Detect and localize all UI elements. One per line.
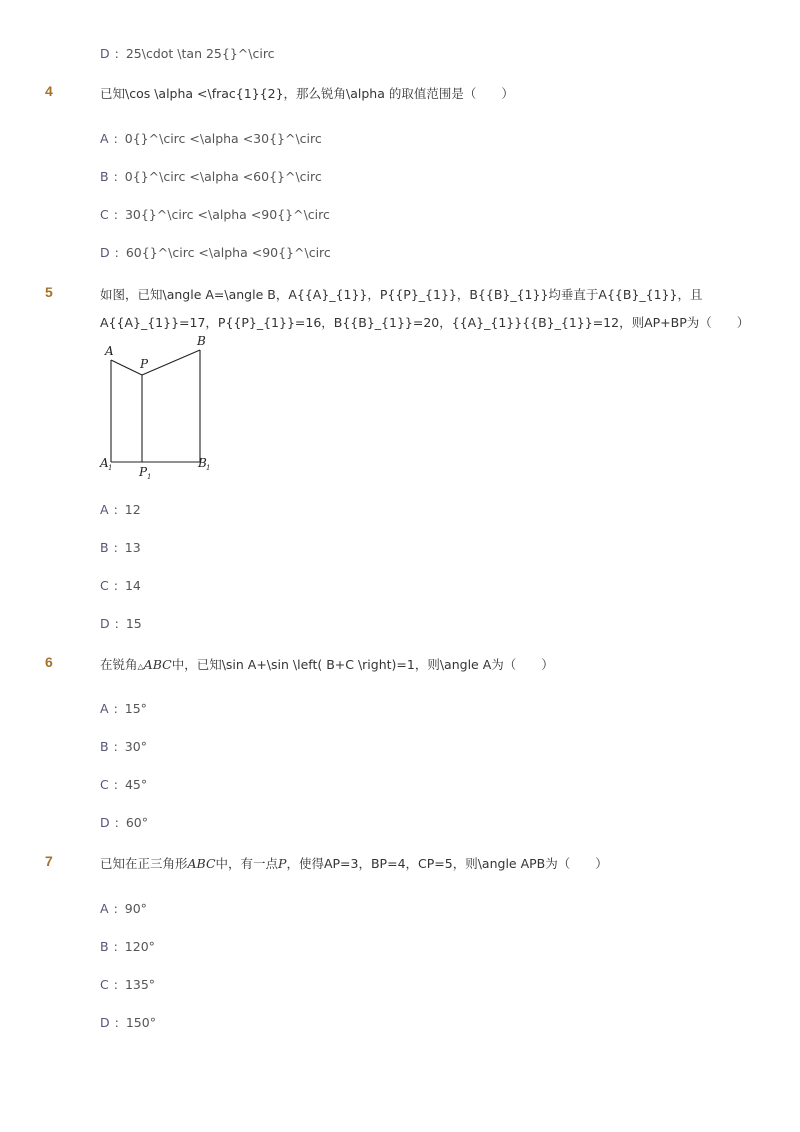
question-text-7-post: ，使得AP=3，BP=4，CP=5，则\angle APB为（ ）	[286, 856, 608, 871]
option-text: 150°	[125, 1015, 156, 1030]
question-text-6	[100, 655, 554, 673]
label-a1: A	[100, 456, 109, 470]
option-q5-c[interactable]	[100, 578, 141, 593]
question-text-6-pre: 在锐角	[100, 657, 138, 672]
option-separator: :	[114, 616, 119, 631]
option-letter: D	[100, 616, 110, 631]
option-separator: :	[113, 578, 118, 593]
option-letter: A	[100, 502, 109, 517]
option-text: 30{}^\circ <\alpha <90{}^\circ	[124, 207, 330, 222]
label-a: A	[105, 344, 114, 358]
option-separator: :	[113, 207, 118, 222]
option-letter: A	[100, 901, 109, 916]
label-p1-sub: 1	[147, 473, 152, 480]
option-q5-b[interactable]	[100, 540, 141, 555]
option-letter: D	[100, 46, 110, 61]
question-text-7-pre: 已知在正三角形	[100, 856, 188, 871]
geometry-figure	[96, 330, 220, 480]
option-letter: B	[100, 739, 109, 754]
question-number-4: 4	[45, 83, 53, 99]
option-q7-c[interactable]	[100, 977, 155, 992]
question-text-7	[100, 854, 608, 872]
label-a1-sub: 1	[108, 464, 113, 472]
option-letter: B	[100, 939, 109, 954]
option-separator: :	[113, 701, 118, 716]
label-b: B	[197, 334, 206, 348]
question-text-4: 已知\cos \alpha <\frac{1}{2}，那么锐角\alpha 的取值范围是（ ）	[100, 86, 514, 101]
option-separator: :	[113, 977, 118, 992]
option-text: 0{}^\circ <\alpha <30{}^\circ	[124, 131, 322, 146]
option-separator: :	[114, 245, 119, 260]
option-text: 135°	[124, 977, 156, 992]
question-number-5: 5	[45, 284, 53, 300]
option-text: 60{}^\circ <\alpha <90{}^\circ	[125, 245, 331, 260]
label-p: P	[140, 357, 149, 371]
option-separator: :	[113, 131, 118, 146]
triangle-symbol: △	[137, 662, 144, 671]
triangle-name: ABC	[143, 657, 172, 672]
option-q7-b[interactable]	[100, 939, 155, 954]
option-letter: D	[100, 815, 110, 830]
option-letter: D	[100, 245, 110, 260]
option-letter: C	[100, 578, 109, 593]
option-text: 30°	[124, 739, 147, 754]
question-number-6: 6	[45, 654, 53, 670]
option-q7-d[interactable]	[100, 1015, 156, 1030]
option-q6-d[interactable]	[100, 815, 148, 830]
option-text: 13	[124, 540, 141, 555]
question-text-5-line2: A{{A}_{1}}=17，P{{P}_{1}}=16，B{{B}_{1}}=20，{{A}_{1}}{{B}_{1}}=12，则AP+BP为（ ）	[100, 315, 750, 330]
segment-p-b	[142, 350, 200, 375]
option-q5-a[interactable]	[100, 502, 141, 517]
option-q4-a[interactable]	[100, 131, 322, 146]
option-text: 0{}^\circ <\alpha <60{}^\circ	[124, 169, 322, 184]
option-q6-c[interactable]	[100, 777, 147, 792]
option-separator: :	[113, 901, 118, 916]
option-text: 60°	[125, 815, 149, 830]
question-text-6-post: 中，已知\sin A+\sin \left( B+C \right)=1，则\angle A为（ ）	[171, 657, 554, 672]
option-text: 15	[125, 616, 142, 631]
option-q3-d[interactable]	[100, 46, 275, 61]
option-text: 12	[124, 502, 141, 517]
option-letter: C	[100, 777, 109, 792]
option-q6-a[interactable]	[100, 701, 147, 716]
segment-a-p	[111, 360, 142, 375]
option-text: 45°	[124, 777, 148, 792]
option-q4-d[interactable]	[100, 245, 331, 260]
option-separator: :	[113, 502, 118, 517]
option-letter: C	[100, 977, 109, 992]
option-separator: :	[113, 169, 118, 184]
option-letter: D	[100, 1015, 110, 1030]
option-text: 120°	[124, 939, 155, 954]
option-separator: :	[113, 939, 118, 954]
label-p1: P	[139, 465, 148, 479]
option-q6-b[interactable]	[100, 739, 147, 754]
option-letter: B	[100, 540, 109, 555]
option-letter: B	[100, 169, 109, 184]
triangle-name: ABC	[187, 856, 216, 871]
option-text: 25\cdot \tan 25{}^\circ	[125, 46, 275, 61]
question-text-7-mid: 中，有一点	[215, 856, 279, 871]
option-letter: A	[100, 131, 109, 146]
option-q4-b[interactable]	[100, 169, 322, 184]
option-letter: C	[100, 207, 109, 222]
option-separator: :	[113, 540, 118, 555]
question-text-5-line1: 如图，已知\angle A=\angle B，A{{A}_{1}}，P{{P}_{1}}，B{{B}_{1}}均垂直于A{{B}_{1}}，且	[100, 287, 703, 302]
option-separator: :	[114, 815, 119, 830]
option-q5-d[interactable]	[100, 616, 142, 631]
option-q7-a[interactable]	[100, 901, 147, 916]
label-b1-sub: 1	[206, 464, 211, 472]
label-b1: B	[198, 456, 207, 470]
option-letter: A	[100, 701, 109, 716]
option-text: 14	[124, 578, 141, 593]
option-separator: :	[113, 739, 118, 754]
option-text: 15°	[124, 701, 147, 716]
option-separator: :	[114, 46, 119, 61]
option-separator: :	[114, 1015, 119, 1030]
point-name: P	[278, 856, 287, 871]
question-number-7: 7	[45, 853, 53, 869]
option-separator: :	[113, 777, 118, 792]
option-q4-c[interactable]	[100, 207, 330, 222]
option-text: 90°	[124, 901, 147, 916]
